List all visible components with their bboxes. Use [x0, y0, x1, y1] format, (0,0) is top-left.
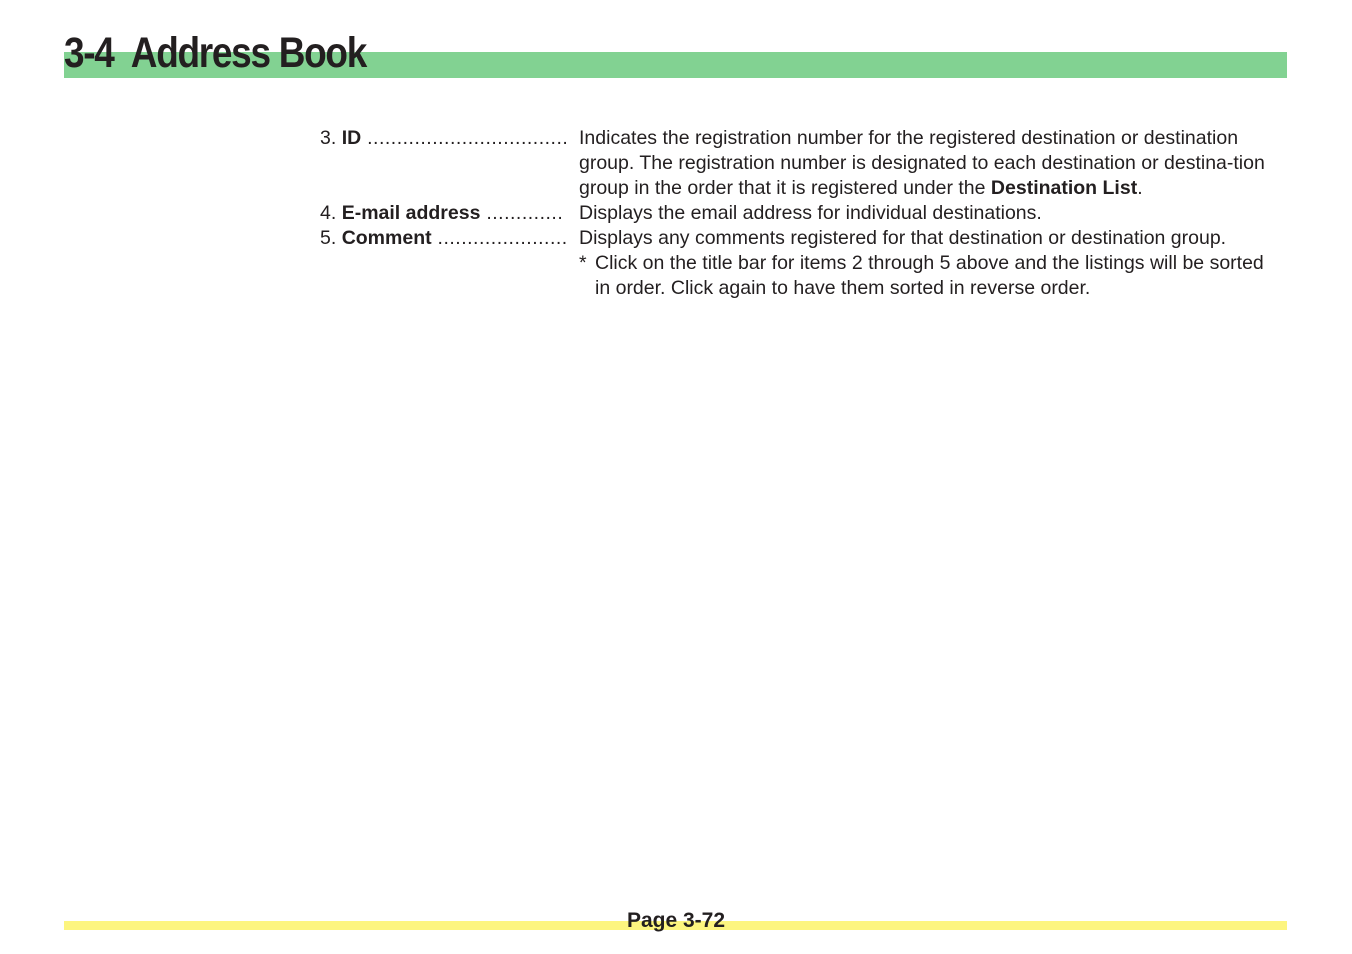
list-item-email-address — [320, 201, 1280, 226]
list-item-comment — [320, 226, 1280, 251]
note-marker: * — [579, 252, 587, 274]
item-number: 4. — [320, 202, 337, 224]
description-text: Indicates the registration number for the registered destination or destination group. The registration number is designated to each destination or destina-tion group in the order that it is registered under the — [579, 127, 1265, 199]
section-number: 3-4 — [64, 29, 114, 77]
term — [320, 226, 578, 251]
definition-list — [320, 126, 1280, 301]
description: Displays the email address for individual destinations. — [579, 202, 1042, 224]
term-label: Comment — [341, 227, 432, 249]
description: Displays any comments registered for that destination or destination group. — [579, 227, 1227, 249]
item-number: 3. — [320, 127, 337, 149]
description-end: . — [1137, 177, 1143, 199]
sort-note — [579, 251, 1280, 301]
item-number: 5. — [320, 227, 337, 249]
term-label: E-mail address — [341, 202, 481, 224]
dot-leader: ............. — [480, 202, 564, 224]
page-title — [64, 26, 366, 80]
note-text: Click on the title bar for items 2 through 5 above and the listings will be sorted in order. Click again to have them sorted in reverse order. — [595, 252, 1264, 299]
description — [579, 126, 1280, 201]
term-label: ID — [341, 127, 362, 149]
list-item-id — [320, 126, 1280, 201]
dot-leader: ...................... — [431, 227, 568, 249]
term — [320, 201, 578, 226]
dot-leader: .................................. — [361, 127, 569, 149]
term — [320, 126, 578, 151]
page-number: Page 3-72 — [626, 909, 726, 932]
section-title: Address Book — [130, 29, 367, 77]
destination-list-ref: Destination List — [990, 177, 1138, 199]
